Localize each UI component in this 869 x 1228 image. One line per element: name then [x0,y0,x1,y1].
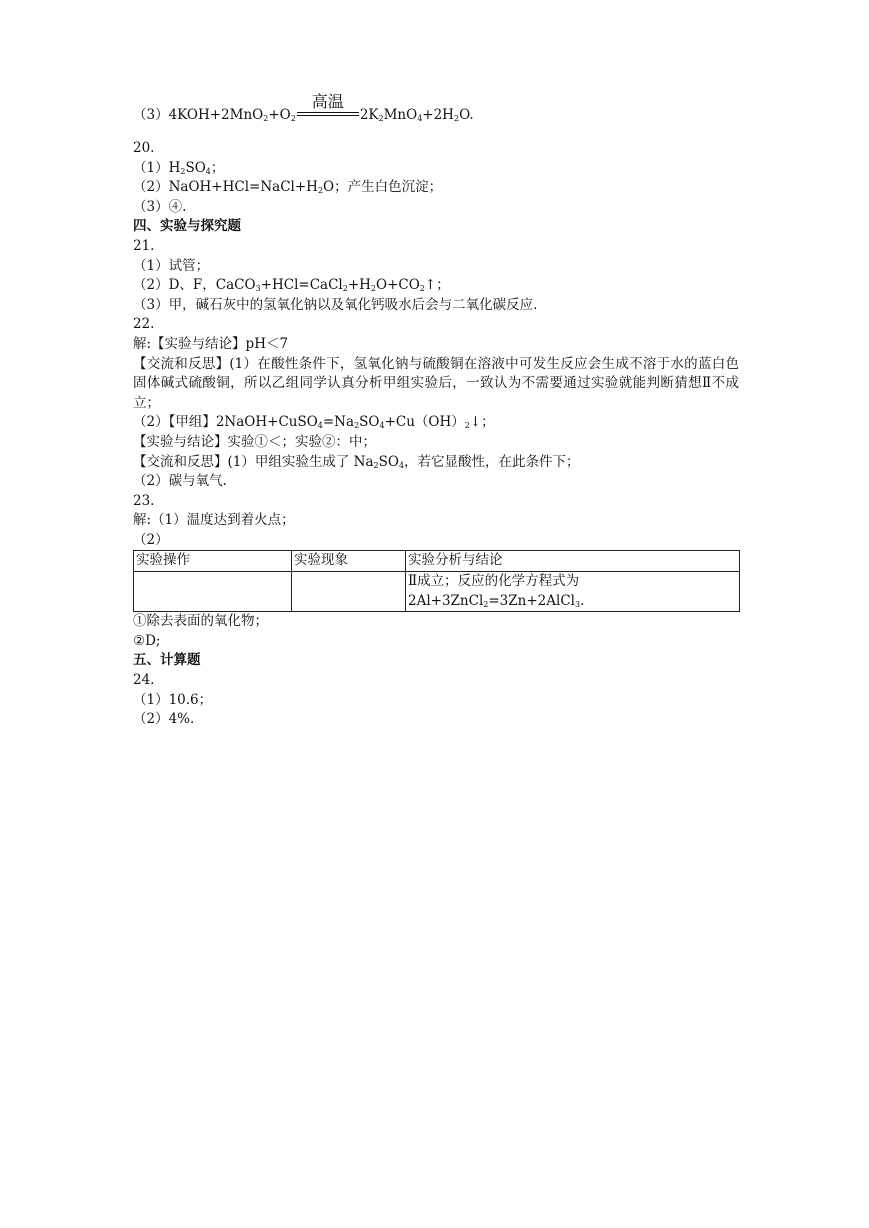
q22-answer-6: （2）碳与氧气. [133,473,227,490]
q20-answer-2: $(2)NaOH+HCl=NaCl+H_2O$；产生白色沉淀； [133,179,443,196]
q21-answer-1: （1）试管； [133,257,210,274]
table-cell [134,572,292,612]
table-header-row [134,551,740,572]
conclusion-line-1: Ⅱ成立；反应的化学方程式为 [408,573,580,590]
conclusion-equation: 2Al+3ZnCl$_2$=3Zn+2AlCl$_3$. [408,592,585,609]
table-header-cell: 实验操作 [134,551,292,572]
table-row [134,572,740,612]
table-header-cell: 实验现象 [292,551,406,572]
reaction-condition [297,92,359,119]
q23-answer-4: ②D; [133,632,161,649]
q22-answer-5: 【交流和反思】(1）甲组实验生成了 $Na_2SO_4$，若它显酸性，在此条件下； [133,453,580,470]
q24-answer-1: （1）10.6； [133,691,213,708]
q23-answer-3: ①除去表面的氧化物； [133,613,268,630]
answer-page [133,92,743,730]
q22-answer-4: 【实验与结论】实验①＜；实验②：中； [133,433,376,450]
table-header-cell: 实验分析与结论 [406,551,740,572]
q21-number: 21. [133,237,155,254]
table-cell-conclusion [406,572,740,612]
q24-number: 24. [133,672,155,689]
q23-number: 23. [133,492,155,509]
q20-answer-3: （3）④. [133,198,187,215]
q21-answer-3: （3）甲，碱石灰中的氢氧化钠以及氧化钙吸水后会与二氧化碳反应. [133,296,538,313]
q24-answer-2: （2）4%. [133,711,195,728]
q22-answer-1: 解:【实验与结论】pH＜7 [133,335,289,352]
q23-answer-1: 解:（1）温度达到着火点； [133,512,295,529]
q20-answer-1: $(1)H_2SO_4$； [133,159,225,176]
q19-equation-line [133,92,743,128]
condition-label: 高温 [311,92,344,112]
q21-answer-2: （2）D、F，$CaCO_3+HCl=CaCl_2+H_2O+CO_2↑$； [133,277,450,294]
q22-answer-2: 【交流和反思】(1）在酸性条件下，氢氧化钠与硫酸铜在溶液中可发生反应会生成不溶于水的蓝白色固体碱式硫酸铜，所以乙组同学认真分析甲组实验后，一致认为不需要通过实验就能判断猜想Ⅱ不成立； [133,355,739,411]
q22-answer-3: （2）【甲组】$2NaOH+CuSO_4=Na_2SO_4+Cu(OH)_2↓$； [133,414,495,431]
section-heading-experiment: 四、实验与探究题 [133,218,241,235]
experiment-table [133,550,740,612]
q20-number: 20. [133,140,155,156]
section-heading-calculation: 五、计算题 [133,652,201,669]
q22-number: 22. [133,316,155,333]
q23-answer-2: （2） [133,531,169,548]
table-cell [292,572,406,612]
q19-equation: $(3)4KOH+2MnO_2+O_2$ 高温 $2K_2MnO_4+2H_2O$. [133,92,474,124]
